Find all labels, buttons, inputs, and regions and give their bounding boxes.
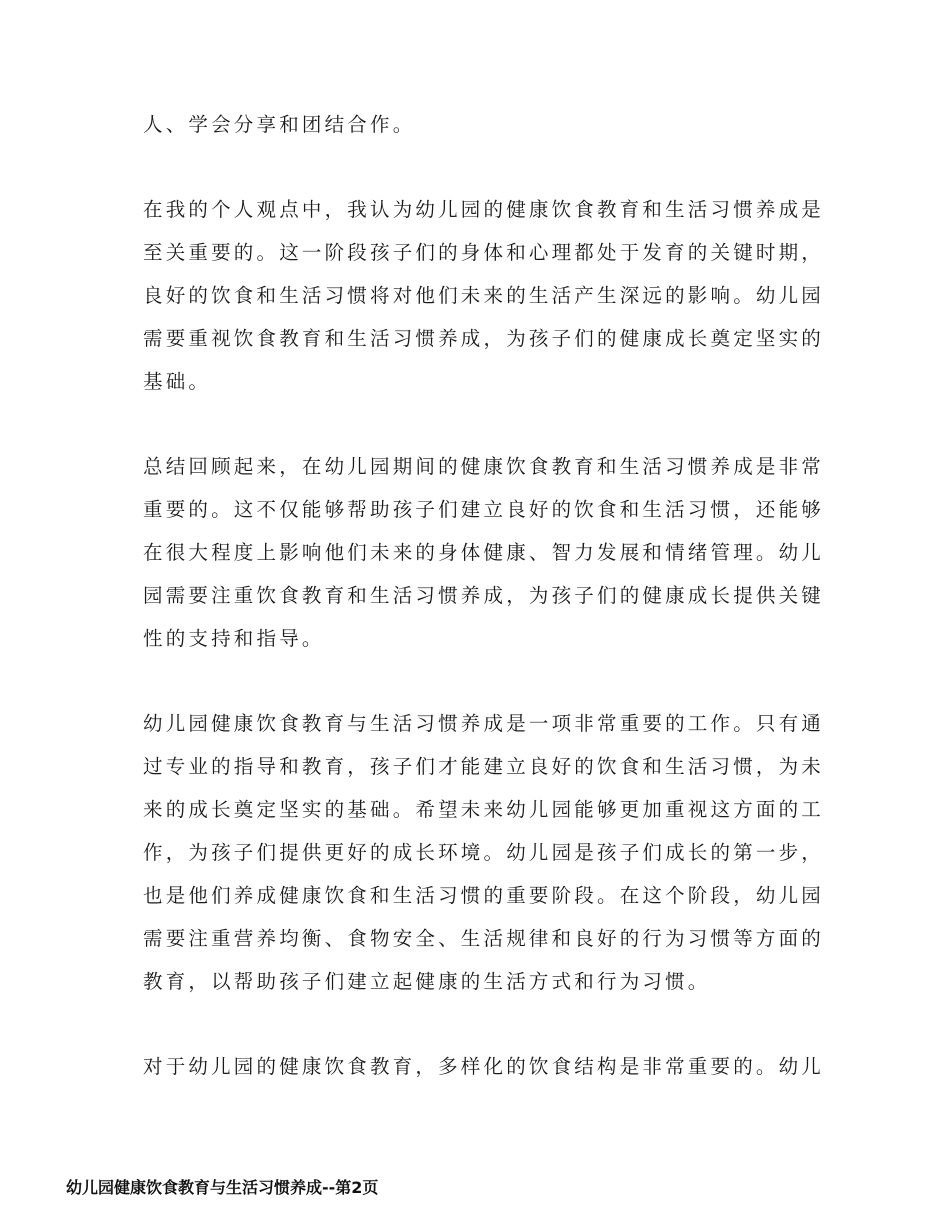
text-line: 作，为孩子们提供更好的成长环境。幼儿园是孩子们成长的第一步，	[143, 841, 825, 864]
text-line: 重要的。这不仅能够帮助孩子们建立良好的饮食和生活习惯，还能够	[143, 498, 825, 521]
text-line: 在很大程度上影响他们未来的身体健康、智力发展和情绪管理。幼儿	[143, 541, 825, 564]
text-line: 需要重视饮食教育和生活习惯养成，为孩子们的健康成长奠定坚实的	[143, 327, 825, 350]
text-line: 基础。	[143, 370, 212, 393]
text-line: 性的支持和指导。	[143, 627, 325, 650]
text-line: 至关重要的。这一阶段孩子们的身体和心理都处于发育的关键时期，	[143, 241, 825, 264]
text-line: 教育，以帮助孩子们建立起健康的生活方式和行为习惯。	[143, 970, 711, 993]
text-line: 幼儿园健康饮食教育与生活习惯养成是一项非常重要的工作。只有通	[143, 712, 825, 735]
text-line: 过专业的指导和教育，孩子们才能建立良好的饮食和生活习惯，为未	[143, 755, 825, 778]
text-line: 在我的个人观点中，我认为幼儿园的健康饮食教育和生活习惯养成是	[143, 198, 825, 221]
text-line: 总结回顾起来，在幼儿园期间的健康饮食教育和生活习惯养成是非常	[143, 455, 825, 478]
text-line: 人、学会分享和团结合作。	[143, 113, 416, 136]
text-line: 园需要注重饮食教育和生活习惯养成，为孩子们的健康成长提供关键	[143, 584, 825, 607]
text-line: 对于幼儿园的健康饮食教育，多样化的饮食结构是非常重要的。幼儿	[143, 1055, 825, 1078]
text-line: 良好的饮食和生活习惯将对他们未来的生活产生深远的影响。幼儿园	[143, 284, 825, 307]
text-line: 来的成长奠定坚实的基础。希望未来幼儿园能够更加重视这方面的工	[143, 798, 825, 821]
text-line: 也是他们养成健康饮食和生活习惯的重要阶段。在这个阶段，幼儿园	[143, 884, 825, 907]
page-footer: 幼儿园健康饮食教育与生活习惯养成--第2页	[66, 1178, 379, 1197]
text-line: 需要注重营养均衡、食物安全、生活规律和良好的行为习惯等方面的	[143, 927, 825, 950]
